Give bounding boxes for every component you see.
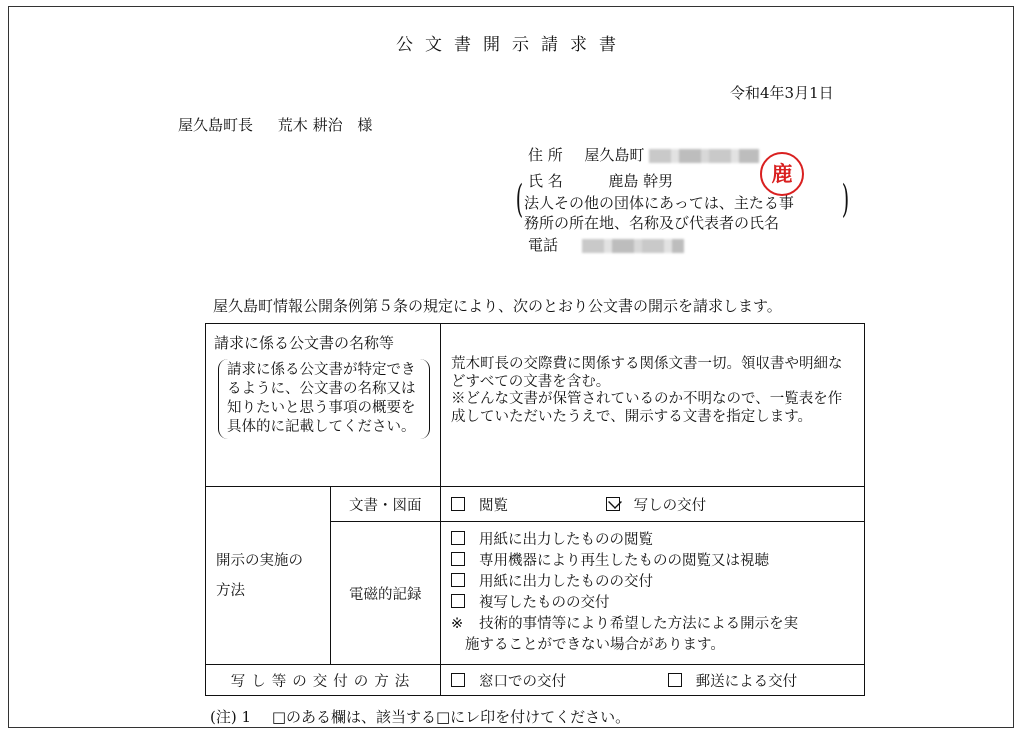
checkbox-unchecked-icon[interactable] <box>451 573 465 587</box>
docs-option-view[interactable]: 閲覧 <box>451 494 601 515</box>
checkbox-unchecked-icon[interactable] <box>451 552 465 566</box>
request-text-cell <box>441 324 865 487</box>
method-label-1: 開示の実施の <box>216 552 303 569</box>
note-mark: ※ <box>451 616 464 632</box>
addressee-title: 屋久島町長 <box>178 116 254 134</box>
docs-option-copy[interactable]: 写しの交付 <box>606 494 707 515</box>
em-note-cont: 施することができない場合があります。 <box>465 637 725 653</box>
request-header-cell <box>206 324 441 487</box>
docs-label-cell <box>330 487 440 522</box>
checkbox-unchecked-icon[interactable] <box>451 497 465 511</box>
corp-note-line2: 務所の所在地、名称及び代表者の氏名 <box>524 214 780 232</box>
em-note: ※ 技術的事情等により希望した方法による開示を実 <box>451 616 799 632</box>
requester-name-row <box>528 170 673 191</box>
corp-note-line1: 法人その他の団体にあっては、主たる事 <box>524 194 794 212</box>
footnote-text: □のある欄は、該当する□にレ印を付けてください。 <box>271 708 631 726</box>
footnote-label: (注) 1 <box>210 708 252 726</box>
addressee-name: 荒木 耕治 <box>277 116 343 134</box>
addressee-honorific: 様 <box>357 116 373 134</box>
checkbox-checked-icon[interactable] <box>606 497 620 511</box>
em-options-cell <box>441 522 865 665</box>
delivery-option-mail[interactable]: 郵送による交付 <box>668 670 798 691</box>
method-label-2: 方法 <box>216 582 245 599</box>
request-guide: 請求に係る公文書が特定できるように、公文書の名称又は知りたいと思う事項の概要を具体的に記載してください。 <box>218 359 430 439</box>
right-bracket-icon: ) <box>841 177 850 221</box>
address-value: 屋久島町 <box>584 146 645 164</box>
em-label-cell <box>330 522 440 665</box>
phone-label: 電話 <box>528 236 559 254</box>
delivery-label-cell <box>206 665 441 696</box>
document-date: 令和4年3月1日 <box>730 84 834 102</box>
redacted-address <box>649 149 759 163</box>
em-option[interactable]: 用紙に出力したものの閲覧 <box>451 530 856 551</box>
method-label-cell <box>206 487 331 665</box>
addressee <box>178 114 372 135</box>
docs-options-cell <box>441 487 865 522</box>
docs-label: 文書・図面 <box>349 497 422 514</box>
request-header: 請求に係る公文書の名称等 <box>214 334 395 352</box>
docs-row <box>206 487 865 522</box>
checkbox-unchecked-icon[interactable] <box>668 673 682 687</box>
redacted-phone <box>582 239 684 253</box>
checkbox-unchecked-icon[interactable] <box>451 531 465 545</box>
request-form-table <box>205 323 865 696</box>
request-text[interactable]: 荒木町長の交際費に関係する関係文書一切。領収書や明細などすべての文書を含む。 ※どんな文書が保管されているのか不明なので、一覧表を作成していただいたうえで、開示する文書を指定します。 <box>451 356 843 425</box>
delivery-option-counter[interactable]: 窓口での交付 <box>451 670 663 691</box>
address-label: 住 所 <box>528 146 563 164</box>
request-intro: 屋久島町情報公開条例第５条の規定により、次のとおり公文書の開示を請求します。 <box>213 297 782 315</box>
checkbox-unchecked-icon[interactable] <box>451 673 465 687</box>
request-row <box>206 324 865 487</box>
em-option[interactable]: 複写したものの交付 <box>451 593 856 614</box>
name-seal-stamp: 鹿 <box>760 152 804 196</box>
delivery-row <box>206 665 865 696</box>
name-value: 鹿島 幹男 <box>608 172 674 190</box>
checkbox-unchecked-icon[interactable] <box>451 594 465 608</box>
document-title: 公文書開示請求書 <box>396 35 628 55</box>
name-label: 氏 名 <box>528 172 563 190</box>
delivery-label: 写し等の交付の方法 <box>230 673 416 690</box>
requester-address-row <box>528 144 759 165</box>
em-option[interactable]: 用紙に出力したものの交付 <box>451 572 856 593</box>
em-option[interactable]: 専用機器により再生したものの閲覧又は視聴 <box>451 551 856 572</box>
footnote <box>210 706 630 727</box>
em-label: 電磁的記録 <box>349 586 422 603</box>
delivery-options-cell <box>441 665 865 696</box>
left-bracket-icon: ( <box>515 177 524 221</box>
requester-phone-row <box>528 234 684 255</box>
